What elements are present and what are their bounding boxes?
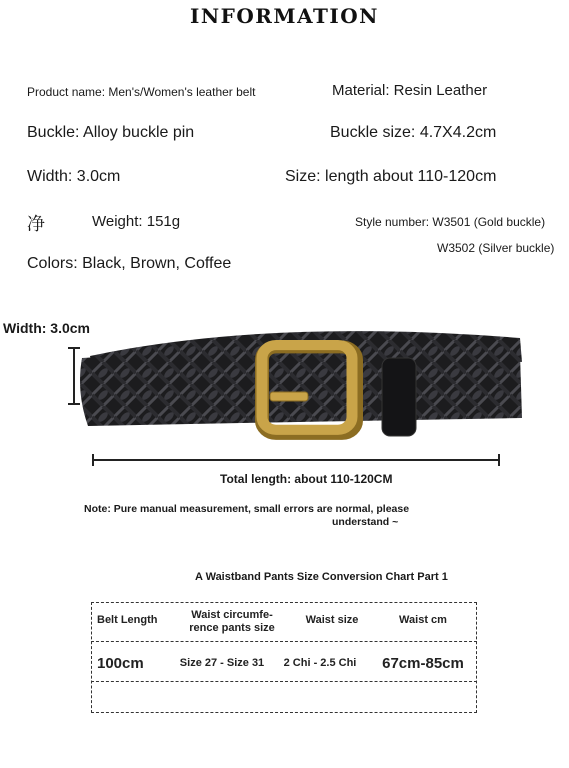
spec-colors: Colors: Black, Brown, Coffee (27, 255, 232, 272)
header-waist-circumference-line1: Waist circumfe- (191, 609, 273, 621)
spec-product-name: Product name: Men's/Women's leather belt (27, 85, 256, 99)
spec-size: Size: length about 110-120cm (285, 168, 497, 185)
cell-pants-size: Size 27 - Size 31 (179, 657, 265, 669)
cell-belt-length: 100cm (97, 655, 144, 672)
note-line-2: understand ~ (332, 516, 399, 528)
size-table-caption: A Waistband Pants Size Conversion Chart Part 1 (195, 571, 448, 583)
cell-waist-size: 2 Chi - 2.5 Chi (283, 657, 357, 669)
length-dimension-line (93, 459, 500, 461)
header-belt-length: Belt Length (97, 614, 158, 626)
header-waist-size: Waist size (305, 614, 359, 626)
width-label: Width: 3.0cm (3, 320, 90, 336)
belt-loop (382, 358, 416, 436)
belt-image (70, 318, 530, 448)
size-table-divider-2 (91, 681, 477, 682)
decorative-glyph: 净 (27, 214, 45, 234)
spec-style-number: Style number: W3501 (Gold buckle) (355, 215, 546, 229)
header-waist-circumference (178, 609, 286, 635)
page-title: INFORMATION (190, 4, 379, 28)
spec-width: Width: 3.0cm (27, 168, 121, 185)
spec-style-number-2: W3502 (Silver buckle) (437, 241, 555, 255)
header-waist-cm: Waist cm (399, 614, 447, 626)
belt-front-strap (80, 352, 522, 426)
spec-material: Material: Resin Leather (332, 82, 488, 99)
length-label: Total length: about 110-120CM (220, 472, 393, 486)
spec-weight: Weight: 151g (92, 213, 181, 230)
length-dimension-cap-left (92, 454, 94, 466)
buckle-prong (270, 392, 308, 401)
size-table-divider-1 (91, 641, 477, 642)
note-line-1: Note: Pure manual measurement, small errors are normal, please (84, 503, 410, 515)
length-dimension-cap-right (498, 454, 500, 466)
header-waist-circumference-line2: rence pants size (189, 622, 275, 634)
spec-buckle: Buckle: Alloy buckle pin (27, 124, 195, 141)
cell-waist-cm: 67cm-85cm (382, 655, 464, 672)
spec-buckle-size: Buckle size: 4.7X4.2cm (330, 124, 497, 141)
